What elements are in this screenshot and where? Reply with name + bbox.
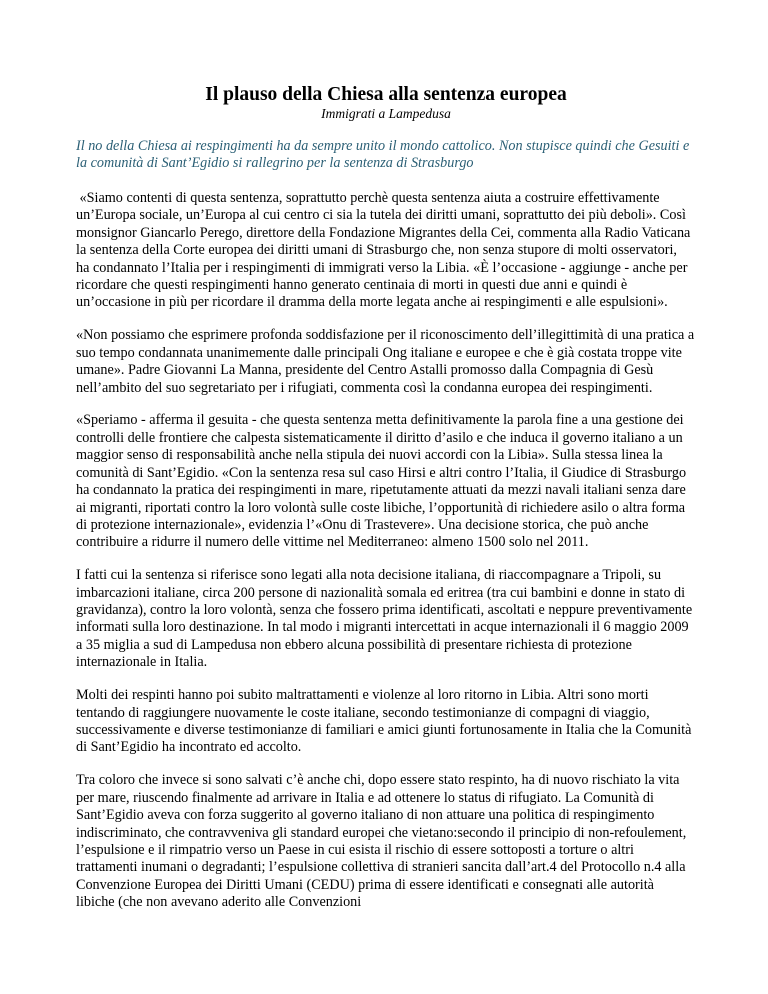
paragraph-3: «Speriamo - afferma il gesuita - che questa sentenza metta definitivamente la parola fine a una gestione dei controlli delle frontiere che calpesta sistematicamente il diritto d’asilo e che induca il governo italiano a un maggior senso di responsabilità anche nella stipula dei nuovi accordi con la Libia». Sulla stessa linea la comunità di Sant’Egidio. «Con la sentenza resa sul caso Hirsi e altri contro l’Italia, il Giudice di Strasburgo ha condannato la pratica dei respingimenti in mare, ripetutamente attuati da mezzi navali italiani senza dare ai migranti, riportati contro la loro volontà sulle coste libiche, l’opportunità di richiedere asilo o altra forma di protezione internazionale», evidenzia l’«Onu di Trastevere». Una decisione storica, che può anche contribuire a ridurre il numero delle vittime nel Mediterraneo: almeno 1500 solo nel 2011. xyxy=(76,412,687,551)
paragraph-4: I fatti cui la sentenza si riferisce sono legati alla nota decisione italiana, di riaccompagnare a Tripoli, su imbarcazioni italiane, circa 200 persone di nazionalità somala ed eritrea (tra cui bambini e donne in stato di gravidanza), contro la loro volontà, senza che fossero prima identificati, ascoltati e neppure preventivamente informati sulla loro destinazione. In tal modo i migranti intercettati in acque internazionali il 6 maggio 2009 a 35 miglia a sud di Lampedusa non ebbero alcuna possibilità di presentare richiesta di protezione internazionale in Italia. xyxy=(76,567,693,671)
article-lead: Il no della Chiesa ai respingimenti ha da sempre unito il mondo cattolico. Non stupisce quindi che Gesuiti e la comunità di Sant’Egidio si rallegrino per la sentenza di Strasburgo xyxy=(76,138,690,171)
article-title: Il plauso della Chiesa alla sentenza europea xyxy=(205,84,567,105)
paragraph-6: Tra coloro che invece si sono salvati c’è anche chi, dopo essere stato respinto, ha di nuovo rischiato la vita per mare, riuscendo finalmente ad arrivare in Italia e ad ottenere lo status di rifugiato. La Comunità di Sant’Egidio aveva con forza suggerito al governo italiano di non attuare una politica di respingimento indiscriminato, che contravveniva gli standard europei che vietano:secondo il principio di non-refoulement, l’espulsione e il rimpatrio verso un Paese in cui esista il rischio di essere sottoposti a torture o altri trattamenti inumani o degradanti; l’espulsione collettiva di stranieri sancita dall’art.4 del Protocollo n.4 alla Convenzione Europea dei Diritti Umani (CEDU) prima di essere identificati e consegnati alle autorità libiche (che non avevano aderito alle Convenzioni xyxy=(76,772,687,911)
paragraph-1: «Siamo contenti di questa sentenza, soprattutto perchè questa sentenza aiuta a costruire effettivamente un’Europa sociale, un’Europa al cui centro ci sia la tutela dei diritti umani, soprattutto dei più deboli». Così monsignor Giancarlo Perego, direttore della Fondazione Migrantes della Cei, commenta alla Radio Vaticana la sentenza della Corte europea dei diritti umani di Strasburgo che, non senza stupore di molti osservatori, ha condannato l’Italia per i respingimenti di immigrati verso la Libia. «È l’occasione - aggiunge - anche per ricordare che questi respingimenti hanno generato centinaia di morti in questi due anni e quindi è un’occasione in più per ricordare il dramma della morte legata anche ai respingimenti e alle espulsioni». xyxy=(76,190,694,311)
article-subtitle: Immigrati a Lampedusa xyxy=(321,106,451,121)
document-page xyxy=(76,84,696,927)
paragraph-5: Molti dei respinti hanno poi subito maltrattamenti e violenze al loro ritorno in Libia. Altri sono morti tentando di raggiungere nuovamente le coste italiane, secondo testimonianze di compagni di viaggio, successivamente e diverse testimonianze di familiari e amici giunti fortunosamente in Italia che la Comunità di Sant’Egidio ha incontrato ed accolto. xyxy=(76,687,692,756)
paragraph-2: «Non possiamo che esprimere profonda soddisfazione per il riconoscimento dell’illegittimità di una pratica a suo tempo condannata unanimemente dalle principali Ong italiane e europee e che è già costata troppe vite umane». Padre Giovanni La Manna, presidente del Centro Astalli promosso dalla Compagnia di Gesù nell’ambito del suo segretariato per i rifugiati, commenta così la condanna europea dei respingimenti. xyxy=(76,327,695,396)
